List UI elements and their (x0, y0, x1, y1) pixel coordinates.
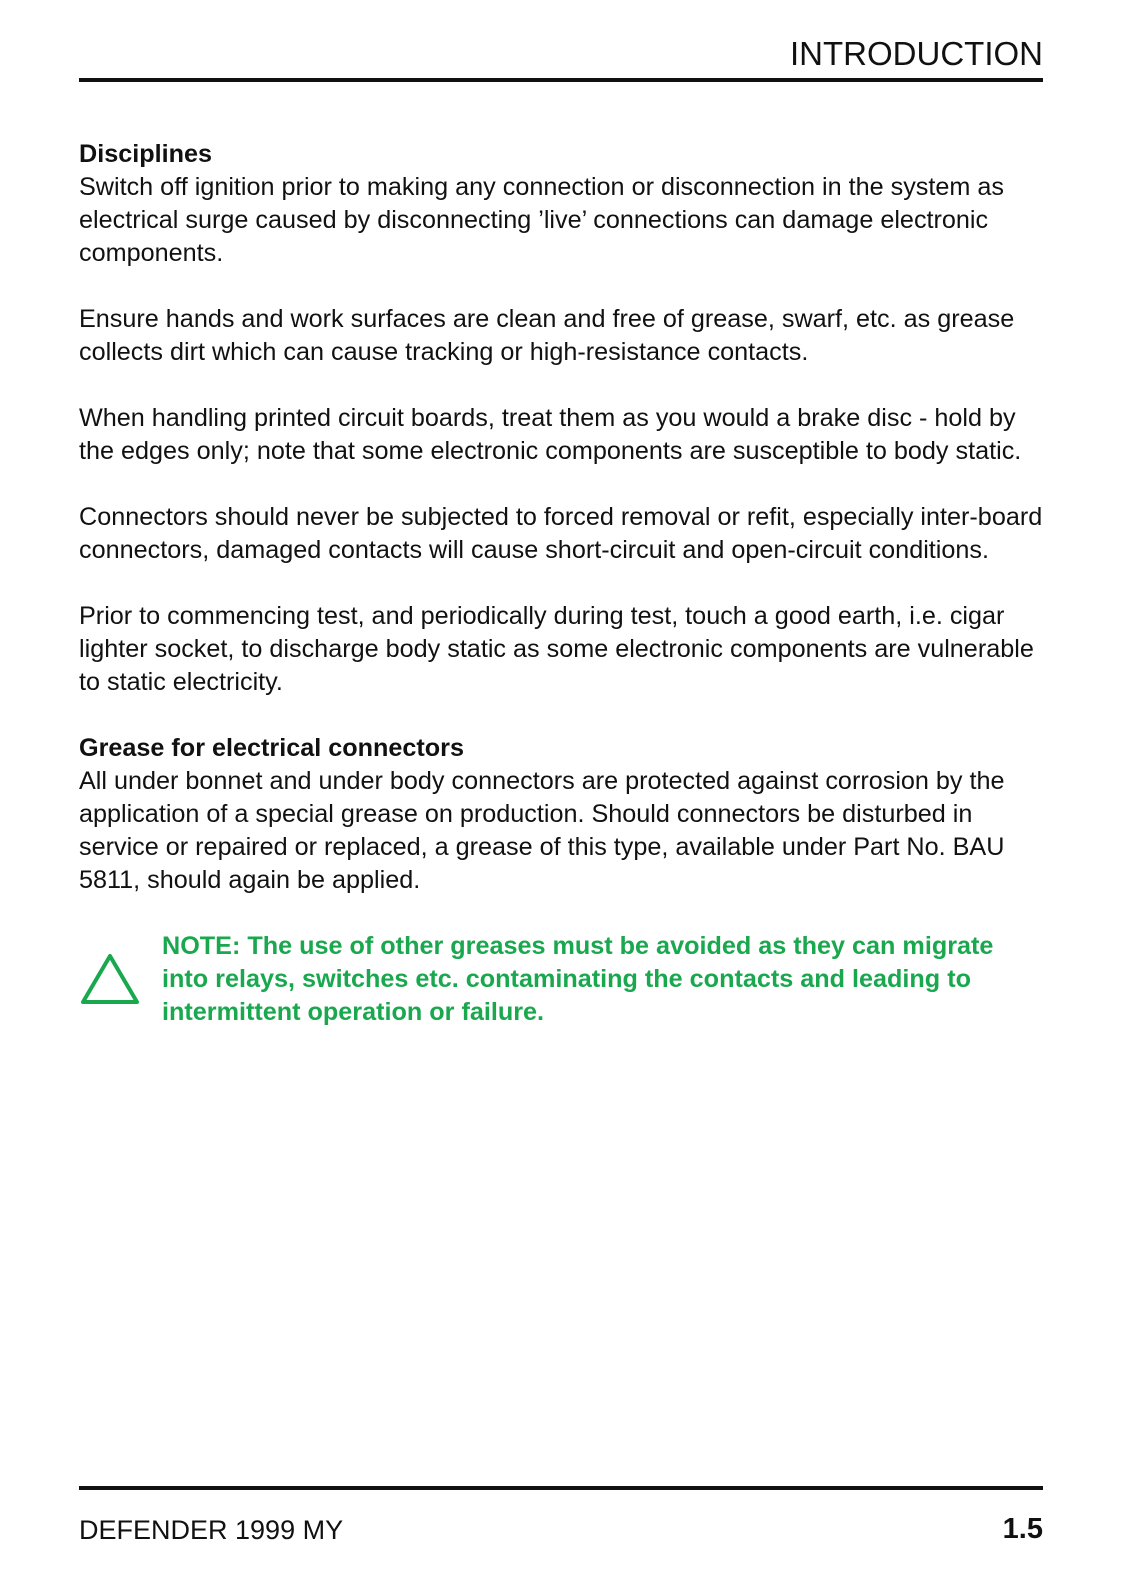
disciplines-paragraph-4: Connectors should never be subjected to forced removal or refit, especially inter-board connectors, damaged contacts will cause short-circuit and open-circuit conditions. (79, 503, 1043, 564)
page-header-title: INTRODUCTION (790, 35, 1043, 72)
footer-model: DEFENDER 1999 MY (79, 1515, 344, 1545)
disciplines-paragraph-1: Switch off ignition prior to making any connection or disconnection in the system as electrical surge caused by disconnecting ’live’ connections can damage electronic components. (79, 173, 1004, 267)
disciplines-heading: Disciplines (79, 140, 212, 168)
disciplines-paragraph-2: Ensure hands and work surfaces are clean and free of grease, swarf, etc. as grease collects dirt which can cause tracking or high-resistance contacts. (79, 305, 1015, 366)
header-rule (79, 78, 1043, 82)
footer-rule (79, 1486, 1043, 1490)
grease-heading: Grease for electrical connectors (79, 734, 464, 762)
note-text: NOTE: The use of other greases must be avoided as they can migrate into relays, switches etc. contaminating the contacts and leading to intermittent operation or failure. (162, 932, 994, 1026)
note-block (79, 930, 1049, 1050)
disciplines-paragraph-5: Prior to commencing test, and periodically during test, touch a good earth, i.e. cigar lighter socket, to discharge body static as some electronic components are vulnerable to static electricity. (79, 602, 1034, 696)
caution-triangle-icon (79, 952, 141, 1006)
disciplines-paragraph-3: When handling printed circuit boards, treat them as you would a brake disc - hold by the edges only; note that some electronic components are susceptible to body static. (79, 404, 1022, 465)
page-content (79, 138, 1049, 1050)
grease-paragraph: All under bonnet and under body connectors are protected against corrosion by the application of a special grease on production. Should connectors be disturbed in service or repaired or replaced, a grease of this type, available under Part No. BAU 5811, should again be applied. (79, 767, 1005, 894)
page-number: 1.5 (1002, 1513, 1043, 1545)
